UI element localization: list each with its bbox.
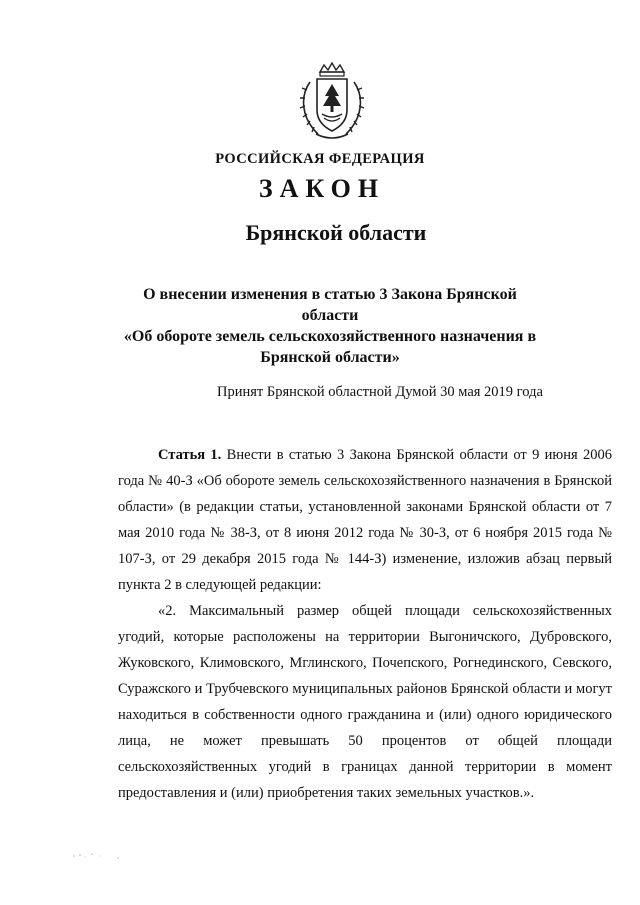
article-body: [118, 442, 612, 806]
article-1-text: Внести в статью 3 Закона Брянской области от 9 июня 2006 года № 40-З «Об обороте земель сельскохозяйственного назначения в Брянской области» (в редакции статьи, установленной законами Брянской области от 7 мая 2010 года № 38-З, от 8 июня 2012 года № 30-З, от 6 ноября 2015 года № 107-З, от 29 декабря 2015 года № 144-З) изменение, изложив абзац первый пункта 2 в следующей редакции:: [118, 447, 613, 593]
scan-artifact: [70, 848, 130, 862]
article-1-paragraph: [118, 442, 612, 598]
law-title: [120, 284, 540, 368]
law-title-line-2: «Об обороте земель сельскохозяйственного назначения в: [123, 328, 537, 345]
region-name: Брянской области: [245, 220, 427, 245]
country-name: РОССИЙСКАЯ ФЕДЕРАЦИЯ: [215, 151, 425, 167]
coat-of-arms-icon: [298, 62, 366, 142]
article-1-label: Статья 1.: [158, 447, 222, 463]
law-title-line-3: Брянской области»: [260, 349, 400, 366]
adoption-statement: Принят Брянской областной Думой 30 мая 2019 года: [217, 384, 543, 400]
article-1-quote: «2. Максимальный размер общей площади сельскохозяйственных угодий, которые расположены на территории Выгоничского, Дубровского, Жуковского, Климовского, Мглинского, Почепского, Рогнединского, Севского, Суражского и Трубчевского муниципальных районов Брянской области и могут находиться в собственности одного гражданина и (или) одного юридического лица, не может превышать 50 процентов от общей площади сельскохозяйственных угодий в границах данной территории в момент предоставления и (или) приобретения таких земельных участков.».: [118, 603, 612, 801]
law-title-line-1: О внесении изменения в статью 3 Закона Брянской области: [143, 286, 517, 324]
document-type-heading: ЗАКОН: [258, 174, 386, 203]
